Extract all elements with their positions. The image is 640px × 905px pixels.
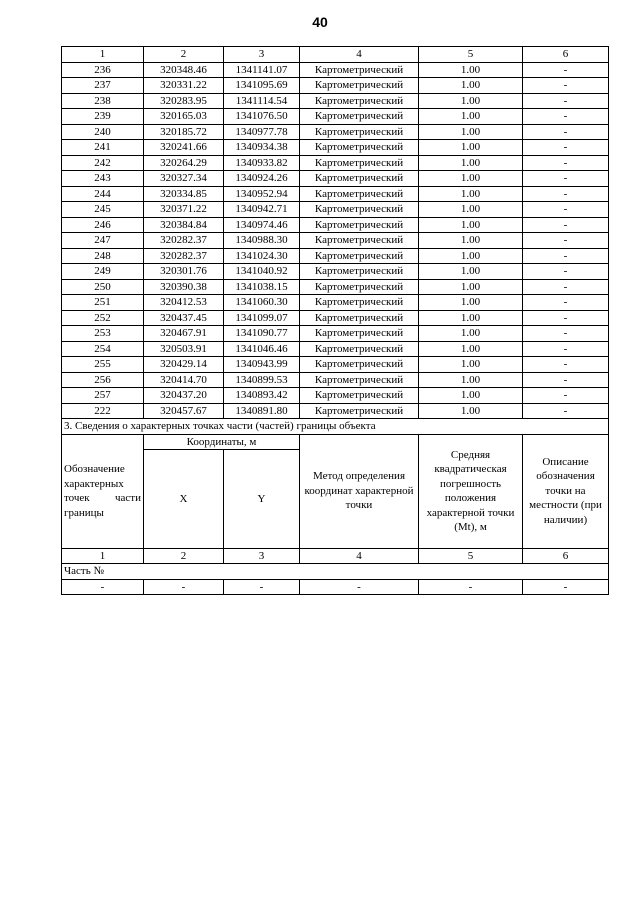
y-coordinate-cell: 1340924.26 [224,171,300,187]
point-id-cell: 246 [62,217,144,233]
x-coordinate-cell: 320412.53 [144,295,224,311]
x-coordinate-cell: 320165.03 [144,109,224,125]
x-coordinate-cell: 320301.76 [144,264,224,280]
y-coordinate-cell: 1340934.38 [224,140,300,156]
error-cell: 1.00 [419,140,523,156]
point-id-cell: 240 [62,124,144,140]
description-cell: - [523,341,609,357]
y-coordinate-cell: 1341038.15 [224,279,300,295]
description-cell: - [523,202,609,218]
description-cell: - [523,295,609,311]
description-cell: - [523,124,609,140]
description-cell: - [523,217,609,233]
point-id-cell: 239 [62,109,144,125]
x-coordinate-cell: 320331.22 [144,78,224,94]
error-cell: 1.00 [419,217,523,233]
y-coordinate-cell: 1341114.54 [224,93,300,109]
point-id-cell: 249 [62,264,144,280]
description-cell: - [523,233,609,249]
description-cell: - [523,264,609,280]
table-row [62,279,609,295]
x-coordinate-cell: 320384.84 [144,217,224,233]
x-coordinate-cell: 320334.85 [144,186,224,202]
method-cell: Картометрический [300,372,419,388]
table-row [62,171,609,187]
table-row [62,109,609,125]
part-row [62,564,609,580]
method-cell: Картометрический [300,310,419,326]
description-cell: - [523,93,609,109]
section-title: 3. Сведения о характерных точках части (частей) границы объекта [62,419,609,435]
error-cell: 1.00 [419,202,523,218]
description-cell: - [523,78,609,94]
point-id-cell: 238 [62,93,144,109]
y-coordinate-cell: 1341090.77 [224,326,300,342]
method-cell: Картометрический [300,248,419,264]
x-coordinate-cell: 320390.38 [144,279,224,295]
table-row [62,372,609,388]
y-coordinate-cell: 1341141.07 [224,62,300,78]
x-header: X [144,450,224,548]
y-coordinate-cell: 1340974.46 [224,217,300,233]
coordinates-table [61,46,609,595]
x-coordinate-cell: 320241.66 [144,140,224,156]
description-cell: - [523,326,609,342]
x-coordinate-cell: 320467.91 [144,326,224,342]
description-cell: - [523,357,609,373]
x-coordinate-cell: 320283.95 [144,93,224,109]
empty-cell-6: - [523,579,609,595]
col-num-5b: 5 [419,548,523,564]
method-cell: Картометрический [300,341,419,357]
y-coordinate-cell: 1341076.50 [224,109,300,125]
table-row [62,124,609,140]
x-coordinate-cell: 320282.37 [144,248,224,264]
error-cell: 1.00 [419,155,523,171]
point-id-cell: 248 [62,248,144,264]
method-cell: Картометрический [300,295,419,311]
point-id-cell: 241 [62,140,144,156]
table-row [62,264,609,280]
point-id-cell: 236 [62,62,144,78]
method-cell: Картометрический [300,124,419,140]
point-id-cell: 222 [62,403,144,419]
y-coordinate-cell: 1341099.07 [224,310,300,326]
error-cell: 1.00 [419,310,523,326]
description-cell: - [523,388,609,404]
table-row [62,202,609,218]
empty-cell-5: - [419,579,523,595]
point-id-cell: 256 [62,372,144,388]
y-coordinate-cell: 1340977.78 [224,124,300,140]
y-coordinate-cell: 1340988.30 [224,233,300,249]
col-num-2b: 2 [144,548,224,564]
point-id-cell: 237 [62,78,144,94]
x-coordinate-cell: 320327.34 [144,171,224,187]
table-row [62,217,609,233]
y-coordinate-cell: 1341095.69 [224,78,300,94]
col-num-6b: 6 [523,548,609,564]
col-num-4: 4 [300,47,419,63]
point-id-cell: 243 [62,171,144,187]
col-num-1: 1 [62,47,144,63]
table-row [62,341,609,357]
table-row [62,93,609,109]
description-cell: - [523,171,609,187]
method-cell: Картометрический [300,264,419,280]
error-cell: 1.00 [419,124,523,140]
method-cell: Картометрический [300,279,419,295]
error-cell: 1.00 [419,279,523,295]
y-coordinate-cell: 1341060.30 [224,295,300,311]
method-cell: Картометрический [300,217,419,233]
point-id-cell: 247 [62,233,144,249]
col-num-6: 6 [523,47,609,63]
error-cell: 1.00 [419,93,523,109]
method-cell: Картометрический [300,357,419,373]
description-cell: - [523,248,609,264]
y-coordinate-cell: 1341046.46 [224,341,300,357]
error-cell: 1.00 [419,248,523,264]
error-cell: 1.00 [419,388,523,404]
method-cell: Картометрический [300,155,419,171]
error-cell: 1.00 [419,357,523,373]
error-cell: 1.00 [419,264,523,280]
table-row [62,388,609,404]
x-coordinate-cell: 320437.45 [144,310,224,326]
coordinates-header: Координаты, м [144,434,300,450]
y-header: Y [224,450,300,548]
description-cell: - [523,372,609,388]
method-cell: Картометрический [300,109,419,125]
table-row [62,248,609,264]
y-coordinate-cell: 1340943.99 [224,357,300,373]
x-coordinate-cell: 320457.67 [144,403,224,419]
x-coordinate-cell: 320429.14 [144,357,224,373]
part-label: Часть № [62,564,609,580]
y-coordinate-cell: 1341024.30 [224,248,300,264]
method-header: Метод определения координат характерной точки [300,434,419,548]
col-num-4b: 4 [300,548,419,564]
point-id-cell: 253 [62,326,144,342]
point-id-cell: 244 [62,186,144,202]
error-cell: 1.00 [419,326,523,342]
table-row [62,326,609,342]
y-coordinate-cell: 1340899.53 [224,372,300,388]
method-cell: Картометрический [300,202,419,218]
description-cell: - [523,62,609,78]
error-cell: 1.00 [419,171,523,187]
x-coordinate-cell: 320185.72 [144,124,224,140]
method-cell: Картометрический [300,93,419,109]
error-cell: 1.00 [419,372,523,388]
table-row [62,403,609,419]
y-coordinate-cell: 1340942.71 [224,202,300,218]
error-cell: 1.00 [419,109,523,125]
method-cell: Картометрический [300,326,419,342]
error-cell: 1.00 [419,341,523,357]
x-coordinate-cell: 320348.46 [144,62,224,78]
method-cell: Картометрический [300,388,419,404]
x-coordinate-cell: 320437.20 [144,388,224,404]
point-id-cell: 242 [62,155,144,171]
point-id-cell: 252 [62,310,144,326]
description-cell: - [523,109,609,125]
point-id-cell: 257 [62,388,144,404]
y-coordinate-cell: 1340891.80 [224,403,300,419]
error-cell: 1.00 [419,295,523,311]
method-cell: Картометрический [300,186,419,202]
page-number: 40 [312,14,328,30]
error-cell: 1.00 [419,233,523,249]
description-cell: - [523,186,609,202]
table-row [62,78,609,94]
description-cell: - [523,279,609,295]
col-num-5: 5 [419,47,523,63]
error-cell: 1.00 [419,186,523,202]
y-coordinate-cell: 1340933.82 [224,155,300,171]
col-num-1b: 1 [62,548,144,564]
y-coordinate-cell: 1340952.94 [224,186,300,202]
empty-cell-1: - [62,579,144,595]
col-num-3b: 3 [224,548,300,564]
error-header: Средняя квадратическая погрешность положения характерной точки (Mt), м [419,434,523,548]
description-cell: - [523,403,609,419]
point-label-header: Обозначение характерных точек части границы [62,434,144,548]
method-cell: Картометрический [300,171,419,187]
point-id-cell: 251 [62,295,144,311]
method-cell: Картометрический [300,78,419,94]
section-title-row [62,419,609,435]
col-num-2: 2 [144,47,224,63]
method-cell: Картометрический [300,233,419,249]
header-row-1 [62,434,609,450]
method-cell: Картометрический [300,140,419,156]
empty-cell-4: - [300,579,419,595]
empty-cell-2: - [144,579,224,595]
x-coordinate-cell: 320371.22 [144,202,224,218]
error-cell: 1.00 [419,78,523,94]
y-coordinate-cell: 1341040.92 [224,264,300,280]
table-row [62,357,609,373]
table-row [62,140,609,156]
table-row [62,155,609,171]
method-cell: Картометрический [300,62,419,78]
x-coordinate-cell: 320503.91 [144,341,224,357]
point-id-cell: 254 [62,341,144,357]
point-id-cell: 255 [62,357,144,373]
col-num-3: 3 [224,47,300,63]
table-row [62,233,609,249]
y-coordinate-cell: 1340893.42 [224,388,300,404]
table-row [62,62,609,78]
method-cell: Картометрический [300,403,419,419]
x-coordinate-cell: 320282.37 [144,233,224,249]
description-cell: - [523,140,609,156]
table-row [62,310,609,326]
point-id-cell: 245 [62,202,144,218]
table-row [62,186,609,202]
description-header: Описание обозначения точки на местности (при наличии) [523,434,609,548]
description-cell: - [523,310,609,326]
empty-cell-3: - [224,579,300,595]
column-number-row-2 [62,548,609,564]
x-coordinate-cell: 320264.29 [144,155,224,171]
table-row [62,295,609,311]
empty-row [62,579,609,595]
error-cell: 1.00 [419,403,523,419]
error-cell: 1.00 [419,62,523,78]
point-id-cell: 250 [62,279,144,295]
x-coordinate-cell: 320414.70 [144,372,224,388]
column-number-row [62,47,609,63]
description-cell: - [523,155,609,171]
